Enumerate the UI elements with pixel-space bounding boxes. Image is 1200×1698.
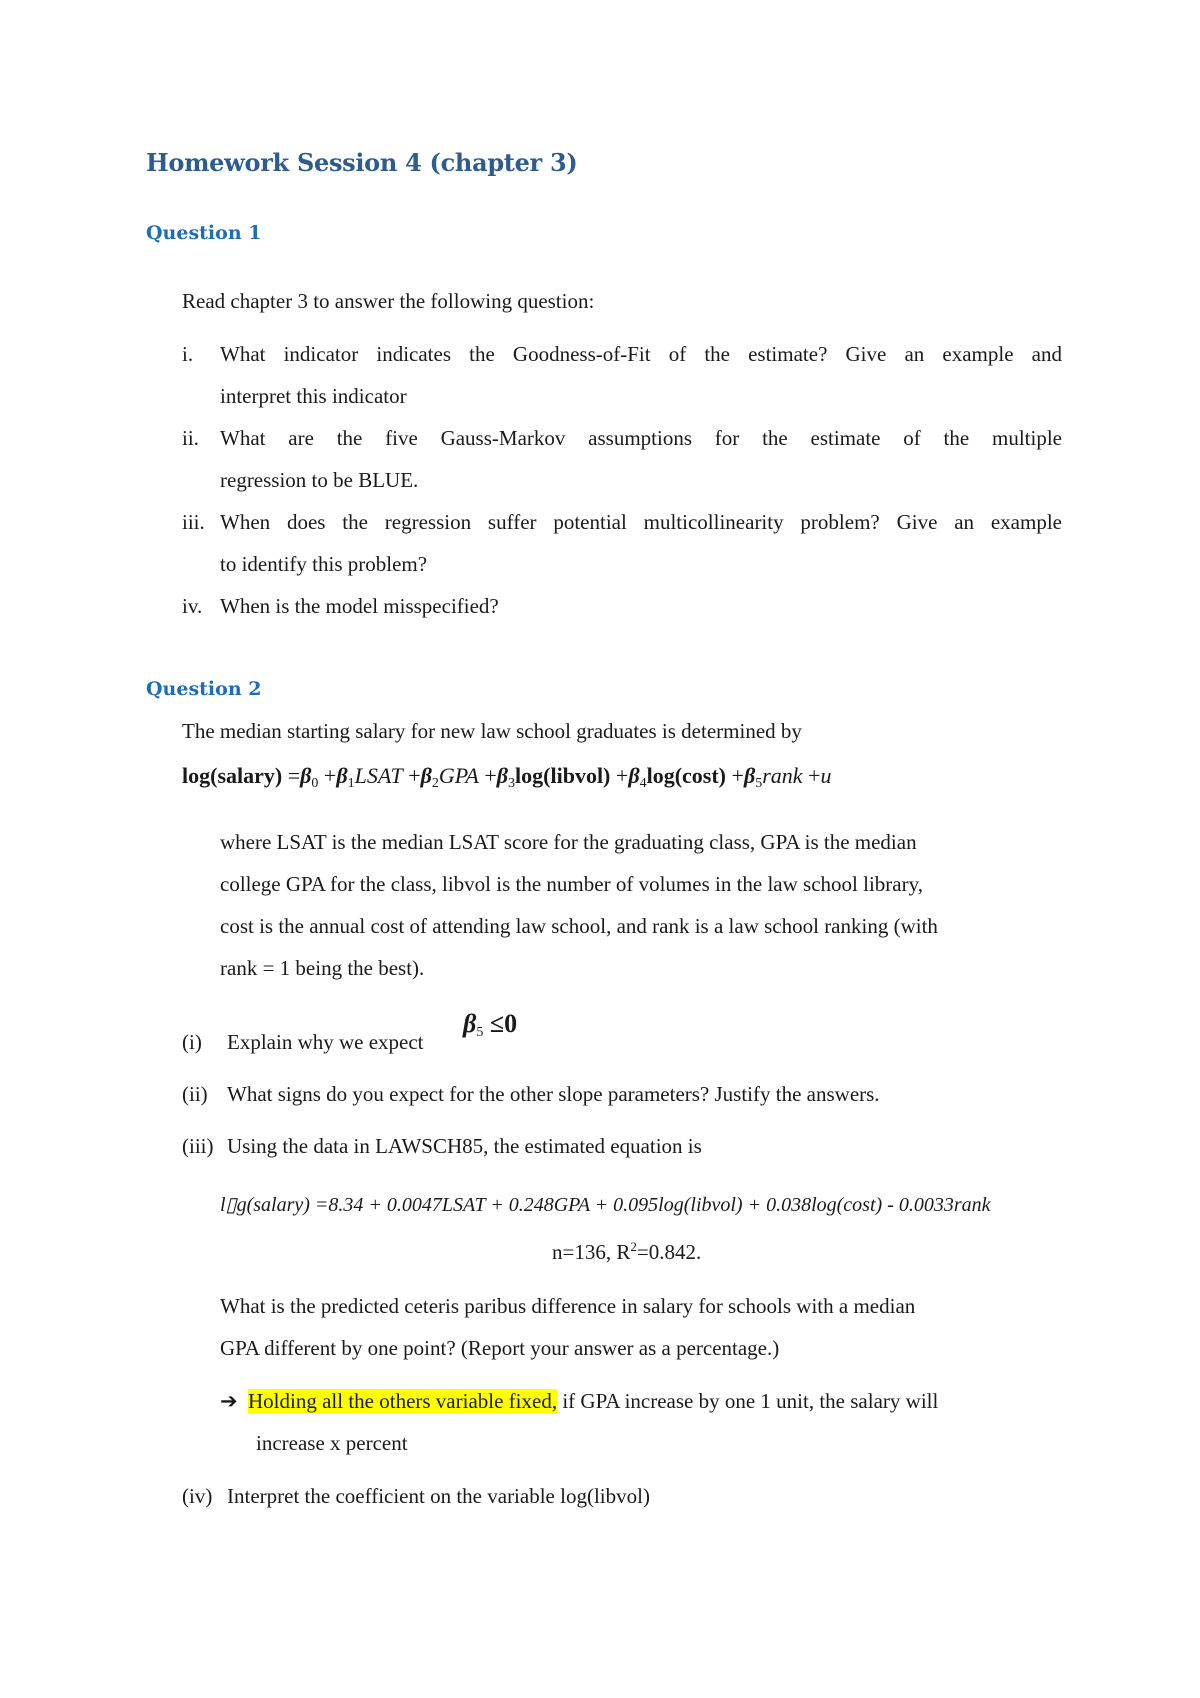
list-item: When does the regression suffer potential multicollinearity problem? Give an example [220, 510, 1062, 534]
list-item-continuation: interpret this indicator [220, 384, 407, 408]
part-iii-question-line: What is the predicted ceteris paribus difference in salary for schools with a median [220, 1294, 916, 1318]
list-item-marker: iii. [182, 510, 205, 534]
part-ii-label: (ii) [182, 1082, 208, 1106]
answer-line: ➔ Holding all the others variable fixed, if GPA increase by one 1 unit, the salary will [220, 1389, 939, 1413]
part-i-inequality: $\beta_5 \le 0$ [463, 1009, 518, 1040]
highlighted-answer: Holding all the others variable fixed, [248, 1389, 558, 1413]
part-iii-text: Using the data in LAWSCH85, the estimated equation is [227, 1134, 702, 1158]
question-1-intro: Read chapter 3 to answer the following question: [182, 289, 595, 313]
part-iv-label: (iv) [182, 1484, 213, 1508]
definition-line: rank = 1 being the best). [220, 956, 425, 980]
list-item-continuation: to identify this problem? [220, 552, 428, 576]
list-item: When is the model misspecified? [220, 594, 499, 618]
regression-stats: n=136, $R^2=0.842$. [552, 1239, 702, 1264]
definition-line: college GPA for the class, libvol is the number of volumes in the law school library, [220, 872, 923, 896]
list-item: What indicator indicates the Goodness-of-Fit of the estimate? Give an example and [220, 342, 1062, 366]
question-1-heading: Question 1 [146, 222, 262, 244]
list-item-marker: ii. [182, 426, 199, 450]
page-title: Homework Session 4 (chapter 3) [146, 148, 578, 177]
definition-line: where LSAT is the median LSAT score for the graduating class, GPA is the median [220, 830, 917, 854]
question-2-intro: The median starting salary for new law school graduates is determined by [182, 719, 802, 743]
list-item-marker: i. [182, 342, 194, 366]
model-equation: log(salary) $=\beta_0$ $+\beta_1LSAT +\beta_2GPA$ $+\beta_3\log(libvol) +\beta_4\log(\cos t)$ $+\beta_5rank +u$ [182, 763, 832, 791]
part-i-text: Explain why we expect [227, 1030, 424, 1054]
list-item: What are the five Gauss-Markov assumptions for the estimate of the multiple [220, 426, 1062, 450]
question-2-heading: Question 2 [146, 678, 262, 700]
part-iii-question-line: GPA different by one point? (Report your answer as a percentage.) [220, 1336, 780, 1360]
part-ii-text: What signs do you expect for the other slope parameters? Justify the answers. [227, 1082, 880, 1106]
part-i-label: (i) [182, 1030, 202, 1054]
definition-line: cost is the annual cost of attending law school, and rank is a law school ranking (with [220, 914, 938, 938]
list-item-continuation: regression to be BLUE. [220, 468, 419, 492]
part-iv-text: Interpret the coefficient on the variable log(libvol) [227, 1484, 650, 1508]
answer-line-continuation: increase x percent [256, 1431, 408, 1455]
list-item-marker: iv. [182, 594, 203, 618]
estimated-equation: l▯g(salary) =8.34 + 0.0047LSAT + 0.248GPA + 0.095log(libvol) + 0.038log(cost) - 0.0033rank [220, 1194, 991, 1216]
part-iii-label: (iii) [182, 1134, 214, 1158]
arrow-right-icon: ➔ [220, 1389, 238, 1413]
